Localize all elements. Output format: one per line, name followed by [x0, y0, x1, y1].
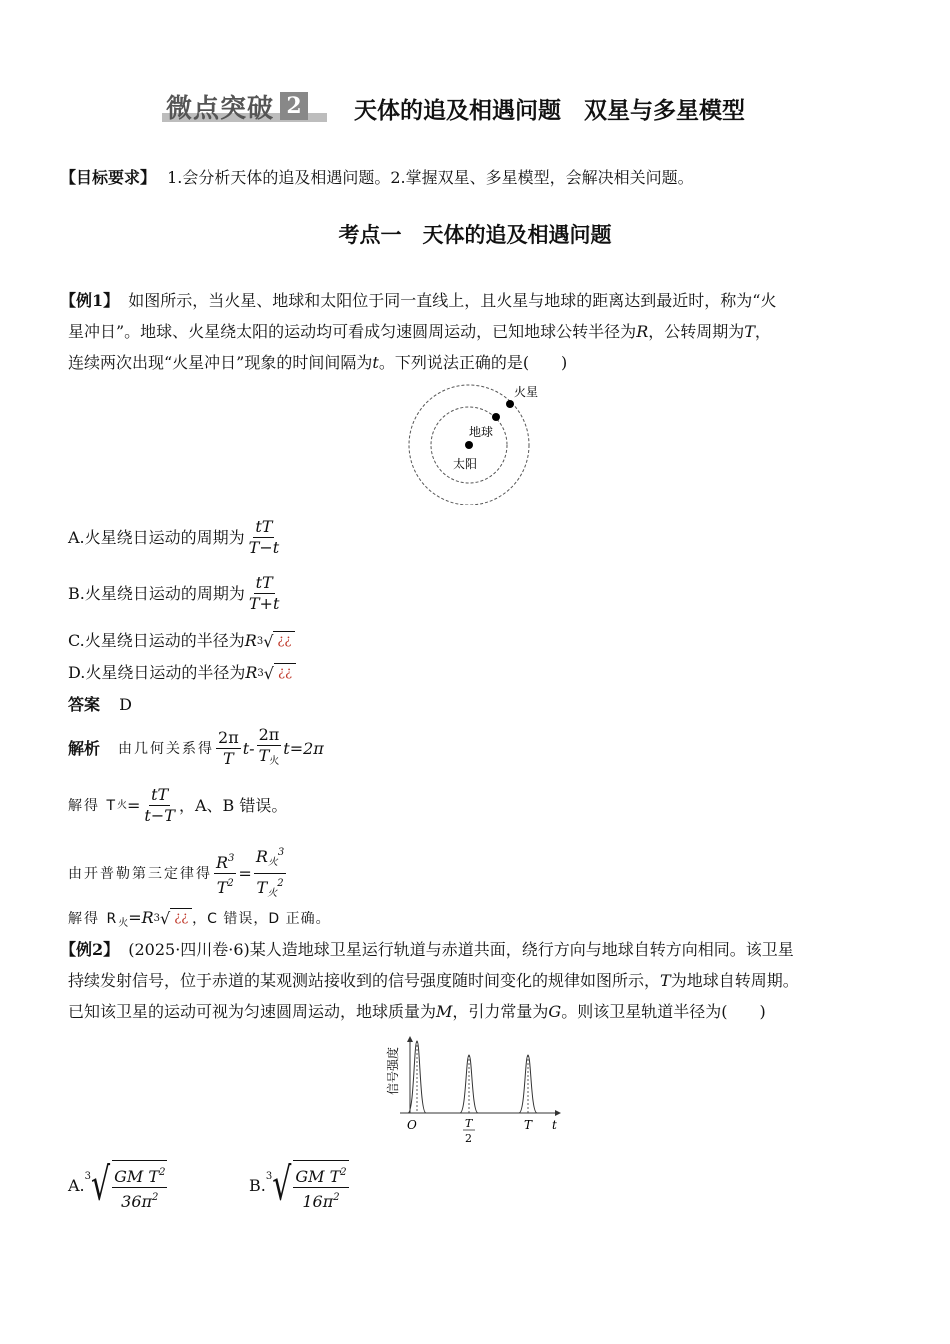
s3-d2-sup: 2	[277, 878, 284, 889]
option-D-text: D.火星绕日运动的半径为	[68, 663, 246, 682]
mars-dot	[506, 400, 514, 408]
option-A-text: A.火星绕日运动的周期为	[68, 527, 245, 547]
s1-f1-num: 2π	[218, 728, 239, 747]
example2-text-2b: 为地球自转周期。	[670, 971, 799, 990]
ex2-B-den: 16π	[302, 1192, 334, 1211]
example1-line1	[60, 290, 776, 312]
ex2-B-num-sup: 2	[340, 1167, 347, 1178]
option-B[interactable]	[68, 573, 283, 614]
example2-text-3b: ，引力常量为	[452, 1002, 549, 1021]
example1-text-2c: ，	[754, 322, 771, 341]
answer-value: D	[119, 695, 132, 714]
objectives	[60, 167, 694, 189]
ex2-B-den-sup: 2	[333, 1192, 340, 1203]
analysis-s1-frac2	[257, 725, 282, 772]
mars-label: 火星	[514, 385, 539, 399]
analysis-label: 解析	[68, 738, 101, 758]
earth-dot	[492, 413, 500, 421]
s3-d1: T	[216, 878, 228, 897]
section-badge	[162, 90, 332, 122]
s2-den: t−T	[144, 806, 175, 825]
analysis-s2-sub: 火	[117, 799, 128, 811]
var-M: M	[436, 1002, 453, 1021]
option-D[interactable]	[68, 662, 296, 685]
option-B-fraction	[247, 573, 282, 614]
example2-line2	[68, 970, 799, 992]
analysis-step-3	[68, 843, 288, 904]
half-period-den: 2	[465, 1132, 472, 1145]
ex2-option-B-text: B.	[249, 1176, 266, 1195]
analysis-s4-text: 解得 R	[68, 911, 119, 927]
ex2-option-A[interactable]	[68, 1160, 169, 1212]
analysis-s2-tail: ，A、B 错误。	[178, 795, 288, 815]
option-D-root-index: 3	[257, 667, 264, 679]
option-A[interactable]	[68, 517, 283, 558]
half-period-num: T	[465, 1117, 473, 1130]
earth-label: 地球	[469, 425, 494, 439]
ex2-B-num: GM T	[295, 1167, 341, 1186]
ex2-option-B-fraction	[293, 1160, 348, 1212]
analysis-s1-text: 由几何关系得	[118, 740, 215, 757]
sun-label: 太阳	[453, 457, 478, 471]
ex2-A-den-sup: 2	[152, 1192, 159, 1203]
s3-n2: R	[255, 847, 268, 866]
ex2-option-B[interactable]	[249, 1160, 351, 1212]
option-D-root-body: ¿¿	[274, 663, 296, 680]
s3-d2: T	[256, 878, 268, 897]
s1-f2-num: 2π	[258, 725, 280, 744]
origin-label: O	[407, 1118, 417, 1132]
badge-number: 2	[280, 92, 308, 120]
option-C-root-body: ¿¿	[273, 631, 295, 648]
option-C[interactable]	[68, 630, 295, 653]
option-A-fraction	[247, 517, 282, 558]
ex2-option-B-radical: √	[272, 1159, 292, 1212]
period-label: T	[524, 1118, 533, 1132]
example2-text-3: 已知该卫星的运动可视为匀速圆周运动，地球质量为	[68, 1002, 437, 1021]
s3-d2-sub: 火	[267, 888, 278, 899]
example2-line1	[60, 939, 794, 961]
option-B-text: B.火星绕日运动的周期为	[68, 583, 245, 603]
ex2-option-B-root-index: 3	[265, 1171, 273, 1182]
analysis-s3-text: 由开普勒第三定律得	[68, 865, 212, 882]
option-D-R: R	[245, 663, 258, 682]
badge-label: 微点突破	[166, 93, 275, 124]
analysis-s2-eq: =	[127, 795, 141, 815]
option-C-root: 3 √ ¿¿	[257, 631, 296, 653]
option-C-R: R	[244, 631, 257, 650]
analysis-s3-frac1	[214, 849, 236, 898]
example1-text-2b: ，公转周期为	[648, 322, 745, 341]
var-G: G	[548, 1002, 562, 1021]
s3-n2-sub: 火	[267, 857, 278, 868]
ex2-option-A-text: A.	[68, 1176, 85, 1195]
orbit-diagram	[400, 380, 560, 505]
example2-text-2: 持续发射信号，位于赤道的某观测站接收到的信号强度随时间变化的规律如图所示，	[68, 971, 661, 990]
ex2-option-A-radical: √	[91, 1159, 111, 1212]
option-B-den: T+t	[248, 594, 280, 613]
example2-tag: 【例2】	[60, 940, 120, 959]
analysis-step-4	[68, 907, 331, 935]
section-title: 考点一 天体的追及相遇问题	[338, 222, 612, 247]
example1-text-3: 连续两次出现“火星冲日”现象的时间间隔为	[68, 353, 373, 372]
analysis-s4-root: 3 √ ¿¿	[154, 908, 193, 930]
s1-f1-den: T	[223, 749, 234, 768]
answer	[68, 694, 132, 716]
s1-f2-den: T	[258, 746, 270, 765]
answer-label: 答案	[68, 695, 101, 714]
s3-n1: R	[216, 853, 229, 872]
analysis-s4-eq: =R	[128, 908, 154, 927]
example1-text-3b: 。下列说法正确的是( )	[378, 353, 568, 372]
analysis-s4-root-body: ¿¿	[170, 908, 192, 925]
y-axis-label: 信号强度	[386, 1046, 400, 1095]
analysis-s2-text: 解得 T	[68, 797, 118, 814]
analysis-step-2	[68, 785, 287, 826]
sun-dot	[465, 441, 473, 449]
analysis-s2-frac	[142, 785, 177, 826]
example1-tag: 【例1】	[60, 291, 120, 310]
objectives-text: 1.会分析天体的追及相遇问题。2.掌握双星、多星模型，会解决相关问题。	[167, 168, 694, 187]
var-T-2: T	[660, 971, 671, 990]
example1-line2	[68, 321, 771, 343]
var-t: t	[372, 353, 379, 372]
analysis-s4-tail: ，C 错误，D 正确。	[192, 911, 331, 927]
example1-line3	[68, 352, 567, 374]
var-R: R	[636, 322, 649, 341]
var-T: T	[744, 322, 755, 341]
ex2-A-num: GM T	[114, 1167, 160, 1186]
s3-n1-sup: 3	[228, 853, 235, 864]
signal-graph	[380, 1033, 580, 1153]
option-A-den: T−t	[248, 538, 280, 557]
analysis-s3-frac2	[254, 843, 286, 904]
analysis-s3-eq: =	[238, 863, 252, 883]
example2-text-3c: 。则该卫星轨道半径为( )	[561, 1002, 766, 1021]
ex2-option-A-root-index: 3	[84, 1171, 92, 1182]
analysis-s1-tail: t=2π	[283, 738, 324, 758]
s1-f2-sub: 火	[269, 756, 280, 767]
analysis-s1-frac1	[216, 728, 241, 769]
analysis-step-1	[68, 725, 324, 772]
ex2-A-num-sup: 2	[159, 1167, 166, 1178]
analysis-s1-t1: t-	[242, 738, 255, 758]
ex2-A-den: 36π	[121, 1192, 153, 1211]
analysis-s4-sub: 火	[118, 918, 129, 929]
example2-text-1: (2025·四川卷·6)某人造地球卫星运行轨道与赤道共面，绕行方向与地球自转方向相同。该卫星	[128, 940, 794, 959]
s3-n2-sup: 3	[277, 847, 285, 858]
page-title: 天体的追及相遇问题 双星与多星模型	[354, 97, 745, 124]
option-C-text: C.火星绕日运动的半径为	[68, 631, 245, 650]
example2-line3	[68, 1001, 766, 1023]
analysis-s4-root-index: 3	[153, 912, 161, 924]
example1-text-1: 如图所示，当火星、地球和太阳位于同一直线上，且火星与地球的距离达到最近时，称为“火	[128, 291, 777, 310]
x-axis-label: t	[552, 1118, 557, 1132]
s3-d1-sup: 2	[227, 878, 234, 889]
objectives-label: 【目标要求】	[60, 168, 157, 187]
example1-text-2: 星冲日”。地球、火星绕太阳的运动均可看成匀速圆周运动，已知地球公转半径为	[68, 322, 637, 341]
option-D-root: 3 √ ¿¿	[257, 663, 296, 685]
option-B-num: tT	[255, 573, 273, 592]
option-A-num: tT	[255, 517, 273, 536]
s2-num: tT	[151, 785, 169, 804]
ex2-option-A-fraction	[112, 1160, 167, 1212]
option-C-root-index: 3	[256, 635, 264, 647]
